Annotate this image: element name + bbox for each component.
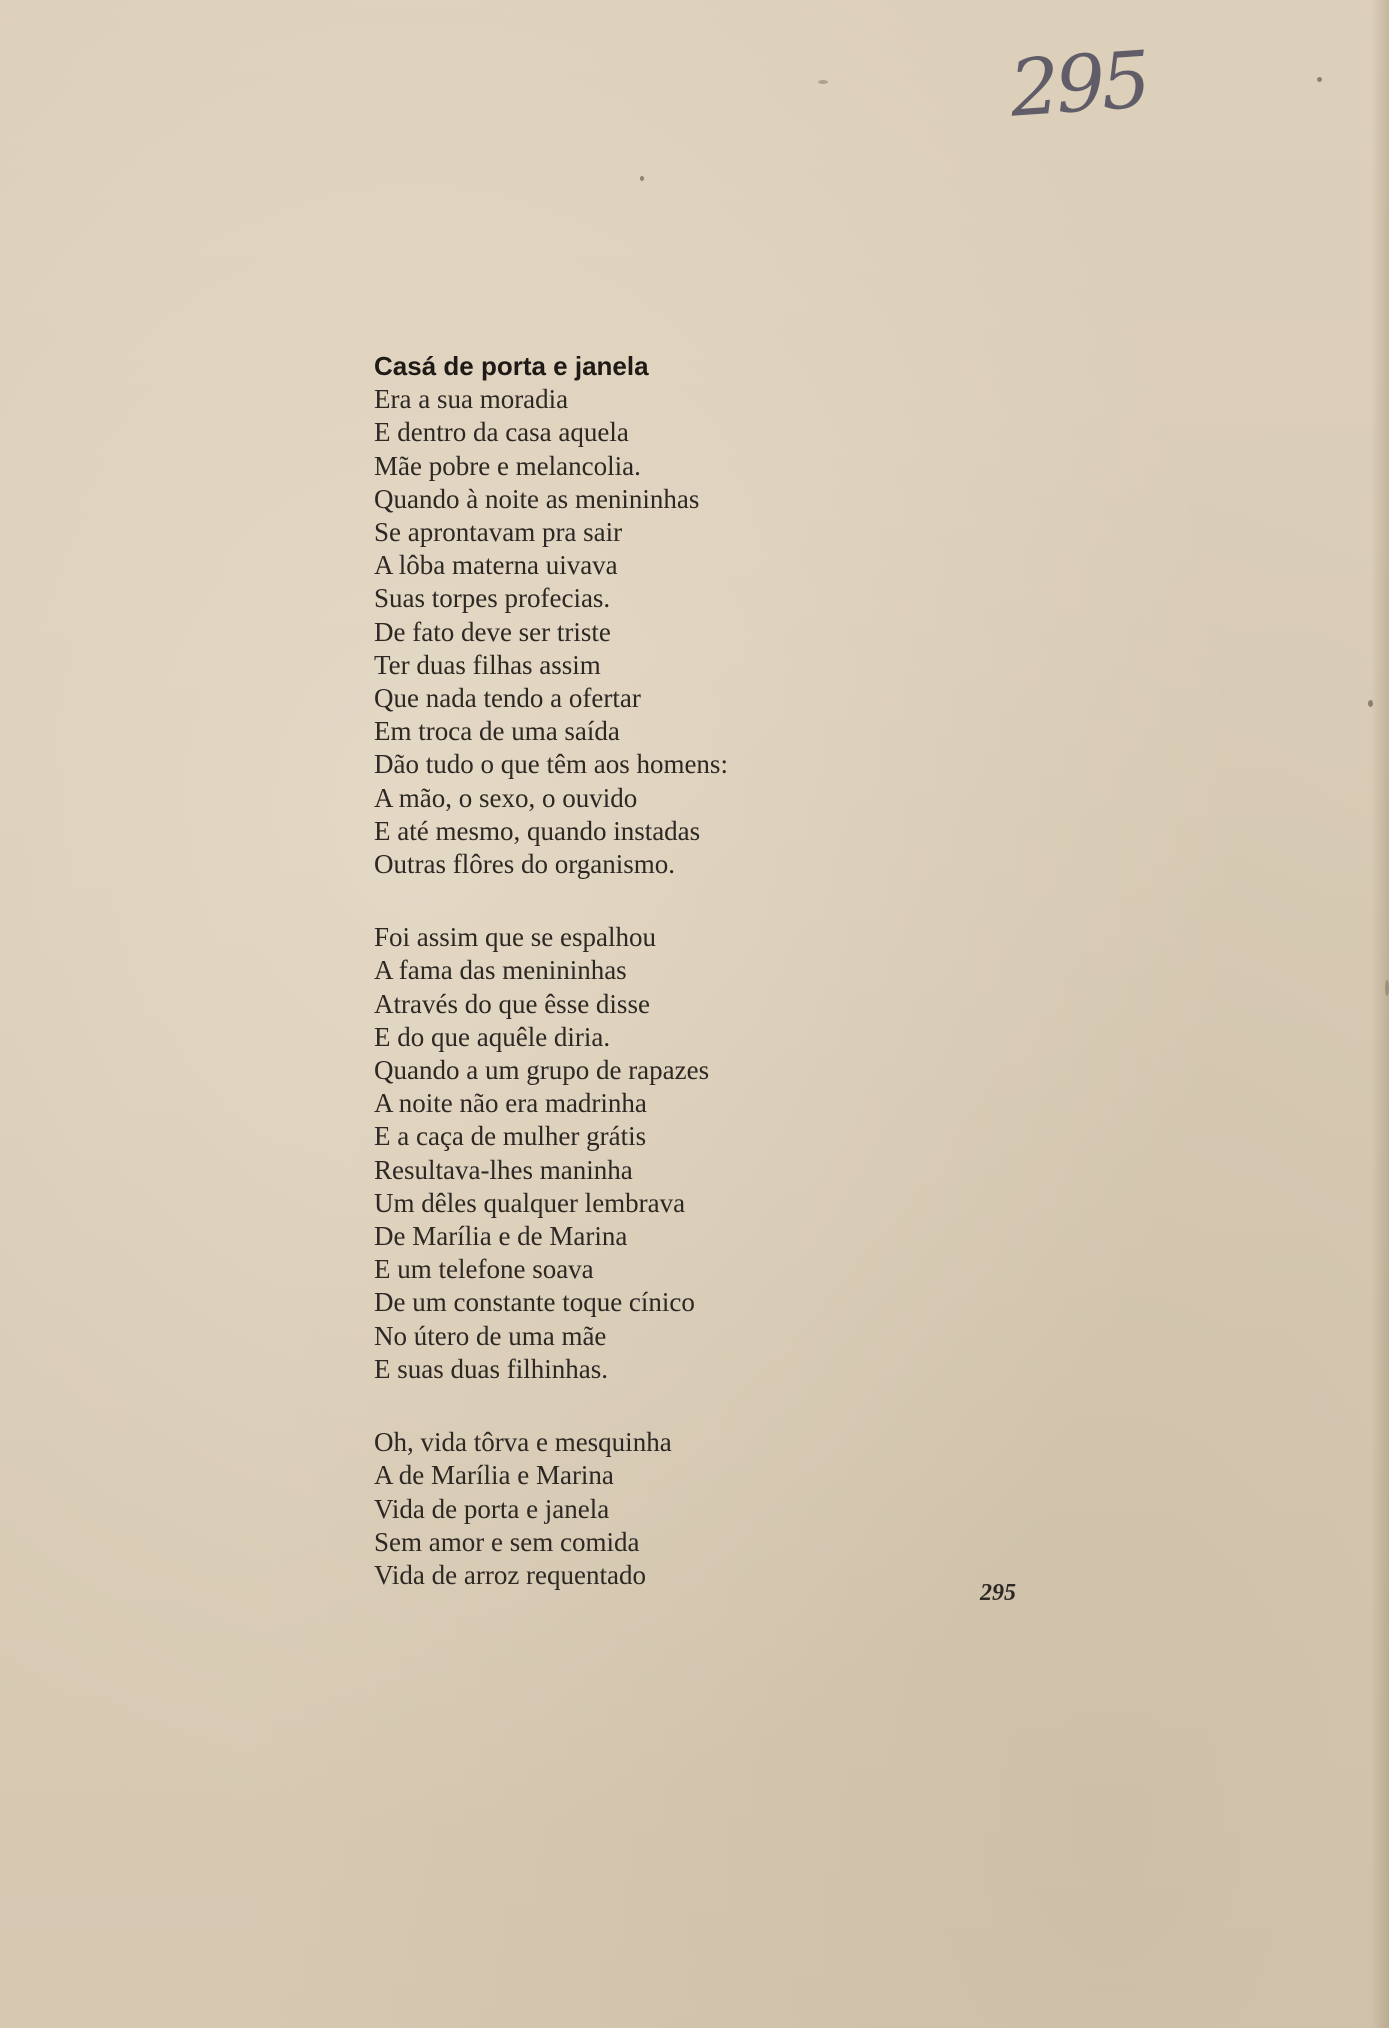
poem-line: Quando a um grupo de rapazes	[374, 1055, 710, 1086]
poem-line: Através do que êsse disse	[374, 988, 650, 1019]
poem-line: Era a sua moradia	[374, 384, 569, 415]
poem-line: Oh, vida tôrva e mesquinha	[374, 1427, 672, 1458]
poem-line: E até mesmo, quando instadas	[374, 815, 701, 846]
poem-line: A fama das menininhas	[374, 955, 627, 986]
poem-line: Sem amor e sem comida	[374, 1526, 640, 1557]
poem	[374, 350, 934, 1592]
poem-line: E suas duas filhinhas.	[374, 1353, 608, 1384]
paper-speck	[1368, 700, 1373, 707]
poem-line: Dão tudo o que têm aos homens:	[374, 749, 728, 780]
poem-line: A noite não era madrinha	[374, 1088, 647, 1119]
poem-line: E a caça de mulher grátis	[374, 1121, 647, 1152]
handwritten-page-number: 295	[1007, 35, 1150, 135]
poem-line: Foi assim que se espalhou	[374, 922, 656, 953]
poem-line: Se aprontavam pra sair	[374, 517, 623, 548]
poem-line: Em troca de uma saída	[374, 716, 620, 747]
poem-line: Vida de porta e janela	[374, 1493, 610, 1524]
poem-line: Vida de arroz requentado	[374, 1559, 646, 1590]
poem-line: No útero de uma mãe	[374, 1320, 607, 1351]
poem-line: Quando à noite as menininhas	[374, 483, 700, 514]
poem-line: Ter duas filhas assim	[374, 649, 601, 680]
stanza-1	[374, 350, 934, 881]
stanza-3	[374, 1426, 934, 1592]
poem-line: Resultava-lhes maninha	[374, 1154, 633, 1185]
printed-page-number: 295	[980, 1580, 1016, 1606]
poem-line: Que nada tendo a ofertar	[374, 683, 641, 714]
poem-line: Um dêles qualquer lembrava	[374, 1187, 686, 1218]
poem-line: Outras flôres do organismo.	[374, 849, 675, 880]
poem-line: A lôba materna uivava	[374, 550, 618, 581]
poem-line: E um telefone soava	[374, 1254, 594, 1285]
paper-speck	[1385, 980, 1389, 996]
paper-speck	[818, 80, 828, 84]
poem-line: Mãe pobre e melancolia.	[374, 450, 641, 481]
poem-line: A mão, o sexo, o ouvido	[374, 782, 638, 813]
paper-speck	[1317, 77, 1322, 82]
poem-line: De fato deve ser triste	[374, 616, 611, 647]
poem-line: De um constante toque cínico	[374, 1287, 695, 1318]
poem-line: E do que aquêle diria.	[374, 1021, 611, 1052]
paper-speck	[640, 176, 644, 181]
poem-line: A de Marília e Marina	[374, 1460, 614, 1491]
poem-line: Casá de porta e janela	[374, 351, 649, 381]
stanza-2	[374, 921, 934, 1386]
poem-line: E dentro da casa aquela	[374, 417, 629, 448]
poem-line: Suas torpes profecias.	[374, 583, 611, 614]
poem-line: De Marília e de Marina	[374, 1221, 628, 1252]
